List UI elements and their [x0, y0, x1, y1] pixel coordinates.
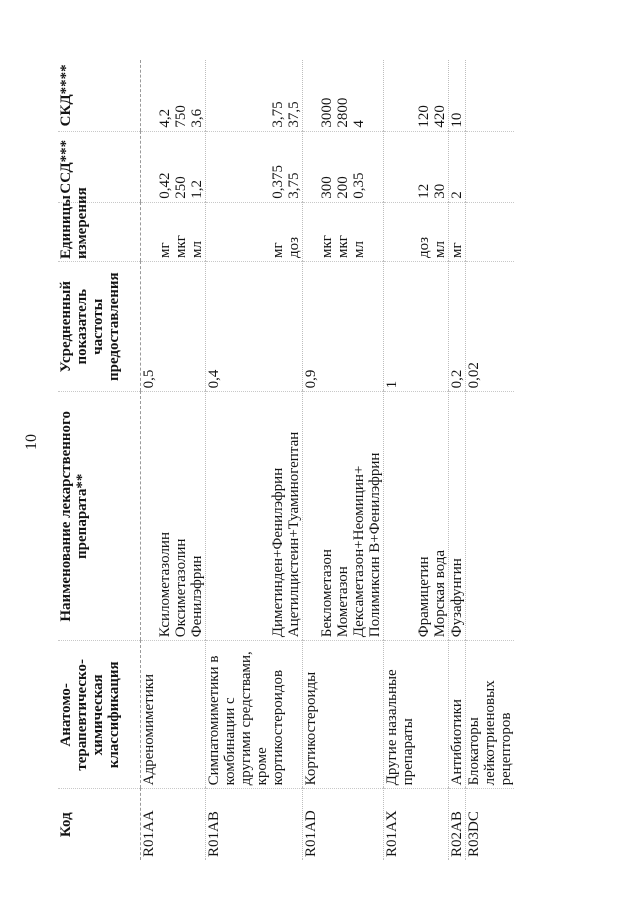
skd-value: 120: [416, 105, 432, 128]
unit-value: мг: [157, 242, 173, 259]
table-row: [466, 60, 515, 860]
drug-name: Беклометазон: [319, 549, 335, 638]
skd-value: 2800: [335, 97, 351, 128]
header-unit: Единицы измерения: [58, 202, 141, 261]
ssd-cell: [384, 131, 449, 202]
atc-cell: Антибиотики: [449, 641, 466, 789]
ssd-value: 0,42: [157, 172, 173, 199]
ssd-cell: [466, 131, 515, 202]
drug-name: Фрамицетин: [416, 556, 432, 638]
skd-value: 750: [173, 105, 189, 128]
drug-cell: [206, 392, 303, 641]
code-cell: R02AB: [449, 789, 466, 860]
drug-table: [58, 60, 514, 860]
ssd-value: 1,2: [189, 180, 205, 199]
drug-cell: [384, 392, 449, 641]
code-cell: R01AD: [303, 789, 384, 860]
ssd-value: 250: [173, 176, 189, 199]
table-row: [206, 60, 303, 860]
drug-name: Ксилометазолин: [157, 532, 173, 638]
unit-cell: [449, 202, 466, 261]
ssd-value: 0,375: [270, 165, 286, 199]
header-frequency: Усредненный показатель частоты предоставления: [58, 262, 141, 392]
drug-name: Диметинден+Фенилэфрин: [270, 467, 286, 638]
ssd-value: 200: [335, 176, 351, 199]
atc-cell: Другие назальные препараты: [384, 641, 449, 789]
ssd-cell: [449, 131, 466, 202]
skd-cell: [206, 60, 303, 131]
skd-value: 3,6: [189, 108, 205, 128]
table-row: [303, 60, 384, 860]
atc-cell: Блокаторы лейкотриеновых рецепторов: [466, 641, 515, 789]
code-cell: R01AA: [141, 789, 206, 860]
skd-value: 3000: [319, 97, 335, 128]
unit-value: мл: [189, 241, 205, 259]
unit-cell: [466, 202, 515, 261]
unit-value: мкг: [319, 235, 335, 259]
ssd-cell: [303, 131, 384, 202]
skd-cell: [466, 60, 515, 131]
drug-name: Фузафунгин: [449, 558, 465, 638]
skd-cell: [141, 60, 206, 131]
drug-cell: [141, 392, 206, 641]
header-drug: Наименование лекарственного препарата**: [58, 392, 141, 641]
unit-cell: [384, 202, 449, 261]
header-ssd: ССД***: [58, 131, 141, 202]
code-cell: R03DC: [466, 811, 482, 857]
frequency-cell: 0,4: [206, 262, 303, 392]
drug-cell: [449, 392, 466, 641]
ssd-value: 300: [319, 176, 335, 199]
header-code: Код: [58, 789, 141, 860]
skd-cell: [384, 60, 449, 131]
header-atc: Анатомо-терапевтическо-химическая классификация: [58, 641, 141, 789]
unit-value: мкг: [173, 235, 189, 259]
atc-cell: Симпатомиметики в комбинации с другими средствами, кроме кортикостероидов: [206, 641, 303, 789]
skd-value: 10: [449, 112, 465, 128]
rotated-table-sheet: [58, 60, 588, 860]
frequency-cell: 0,5: [141, 262, 206, 392]
drug-name: Фенилэфрин: [189, 555, 205, 638]
ssd-value: 0,35: [351, 172, 367, 199]
ssd-value: 12: [416, 183, 432, 199]
page-number: 10: [23, 434, 40, 450]
ssd-cell: [141, 131, 206, 202]
table-row: [384, 60, 449, 860]
unit-cell: [141, 202, 206, 261]
header-skd: СКД****: [58, 60, 141, 131]
frequency-cell: 0,02: [466, 262, 515, 392]
drug-name: Ацетилцистеин+Туаминогептан: [286, 431, 302, 638]
skd-value: 420: [432, 105, 448, 128]
frequency-cell: 0,2: [449, 262, 466, 392]
table-row: [141, 60, 206, 860]
ssd-value: 2: [449, 191, 465, 199]
frequency-cell: 1: [384, 262, 449, 392]
ssd-value: 3,75: [286, 172, 302, 199]
drug-cell: [303, 392, 384, 641]
ssd-value: 30: [432, 183, 448, 199]
unit-value: мл: [432, 241, 448, 259]
unit-cell: [303, 202, 384, 261]
header-row: [58, 60, 141, 860]
skd-value: 37,5: [286, 101, 302, 128]
atc-cell: Адреномиметики: [141, 641, 206, 789]
skd-cell: [449, 60, 466, 131]
unit-value: доз: [286, 236, 302, 259]
code-cell: R01AB: [206, 789, 303, 860]
skd-value: 4: [351, 120, 367, 128]
drug-name: Морская вода: [432, 549, 448, 638]
unit-value: доз: [416, 236, 432, 259]
skd-value: 4,2: [157, 108, 173, 128]
skd-value: 3,75: [270, 101, 286, 128]
unit-value: мкг: [335, 235, 351, 259]
atc-cell: Кортикостероиды: [303, 641, 384, 789]
unit-value: мг: [449, 242, 465, 259]
drug-name: Оксиметазолин: [173, 538, 189, 638]
drug-name: Дексаметазон+Неомицин+ Полимиксин В+Фенилэфрин: [351, 452, 383, 638]
code-cell: R01AX: [384, 789, 449, 860]
unit-value: мл: [351, 241, 367, 259]
ssd-cell: [206, 131, 303, 202]
drug-name: Мометазон: [335, 566, 351, 638]
frequency-cell: 0,9: [303, 262, 384, 392]
unit-cell: [206, 202, 303, 261]
skd-cell: [303, 60, 384, 131]
table-row: [449, 60, 466, 860]
drug-cell: [466, 392, 515, 641]
unit-value: мг: [270, 242, 286, 259]
